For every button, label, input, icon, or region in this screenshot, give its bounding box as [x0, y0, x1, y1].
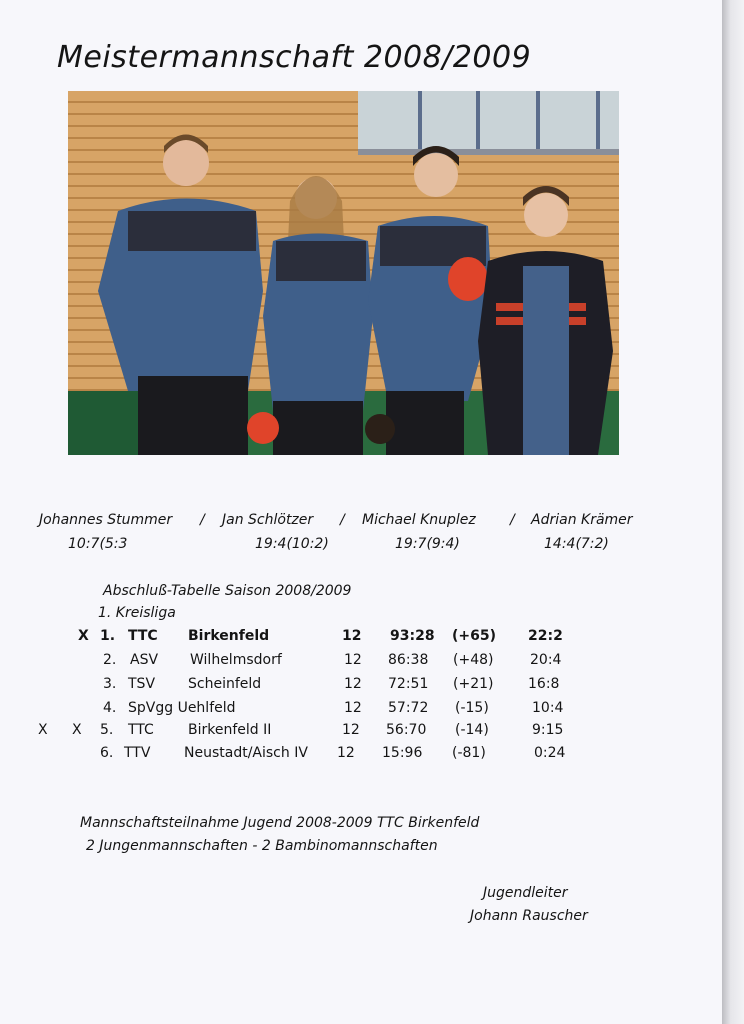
- club: TTC: [128, 722, 154, 738]
- rank: 3.: [103, 676, 117, 692]
- table-row: [0, 652, 722, 672]
- points: 20:4: [530, 652, 562, 668]
- mark-b: X: [72, 722, 82, 738]
- signature-role: Jugendleiter: [483, 885, 568, 901]
- points: 0:24: [534, 745, 566, 761]
- diff: (-81): [452, 745, 486, 761]
- rank: 1.: [100, 628, 116, 644]
- mark-a: X: [38, 722, 48, 738]
- points: 22:2: [528, 628, 563, 644]
- diff: (+21): [453, 676, 494, 692]
- games: 12: [342, 722, 360, 738]
- table-heading: Abschluß-Tabelle Saison 2008/2009: [103, 583, 352, 599]
- points: 10:4: [532, 700, 564, 716]
- team-photo: [68, 91, 619, 455]
- signature-name: Johann Rauscher: [470, 908, 588, 924]
- page-edge: [722, 0, 744, 1024]
- table-row: [0, 628, 722, 648]
- player-name-4: Adrian Krämer: [531, 512, 633, 528]
- player-name-2: Jan Schlötzer: [222, 512, 314, 528]
- town: Birkenfeld II: [188, 722, 272, 738]
- sets: 72:51: [388, 676, 429, 692]
- games: 12: [344, 676, 362, 692]
- separator: /: [200, 512, 205, 528]
- games: 12: [342, 628, 362, 644]
- games: 12: [344, 652, 362, 668]
- separator: /: [510, 512, 515, 528]
- club: TTC: [128, 628, 158, 644]
- sets: 93:28: [390, 628, 435, 644]
- player-score-3: 19:7(9:4): [395, 536, 460, 552]
- player-score-1: 10:7(5:3: [68, 536, 128, 552]
- club: TSV: [128, 676, 156, 692]
- rank: 6.: [100, 745, 114, 761]
- club: ASV: [130, 652, 159, 668]
- town: Birkenfeld: [188, 628, 270, 644]
- club: SpVgg Uehlfeld: [128, 700, 236, 716]
- points: 9:15: [532, 722, 564, 738]
- player-score-2: 19:4(10:2): [255, 536, 329, 552]
- rank: 4.: [103, 700, 117, 716]
- points: 16:8: [528, 676, 560, 692]
- table-row: [0, 676, 722, 696]
- diff: (+48): [453, 652, 494, 668]
- town: Neustadt/Aisch IV: [184, 745, 308, 761]
- mark-b: X: [78, 628, 89, 644]
- table-row: [0, 745, 722, 765]
- town: Wilhelmsdorf: [190, 652, 282, 668]
- separator: /: [340, 512, 345, 528]
- sets: 15:96: [382, 745, 423, 761]
- diff: (-14): [455, 722, 489, 738]
- rank: 2.: [103, 652, 117, 668]
- league-name: 1. Kreisliga: [98, 605, 176, 621]
- club: TTV: [124, 745, 151, 761]
- table-row: [0, 722, 722, 742]
- player-name-3: Michael Knuplez: [362, 512, 476, 528]
- teams-line: 2 Jungenmannschaften - 2 Bambinomannschaften: [86, 838, 438, 854]
- games: 12: [344, 700, 362, 716]
- games: 12: [337, 745, 355, 761]
- diff: (+65): [452, 628, 497, 644]
- town: Scheinfeld: [188, 676, 262, 692]
- participation-line: Mannschaftsteilnahme Jugend 2008-2009 TTC Birkenfeld: [80, 815, 480, 831]
- page-title: Meistermannschaft 2008/2009: [57, 40, 532, 75]
- sets: 56:70: [386, 722, 427, 738]
- table-row: [0, 700, 722, 720]
- sets: 86:38: [388, 652, 429, 668]
- rank: 5.: [100, 722, 114, 738]
- diff: (-15): [455, 700, 489, 716]
- player-score-4: 14:4(7:2): [544, 536, 609, 552]
- player-name-1: Johannes Stummer: [39, 512, 173, 528]
- sets: 57:72: [388, 700, 429, 716]
